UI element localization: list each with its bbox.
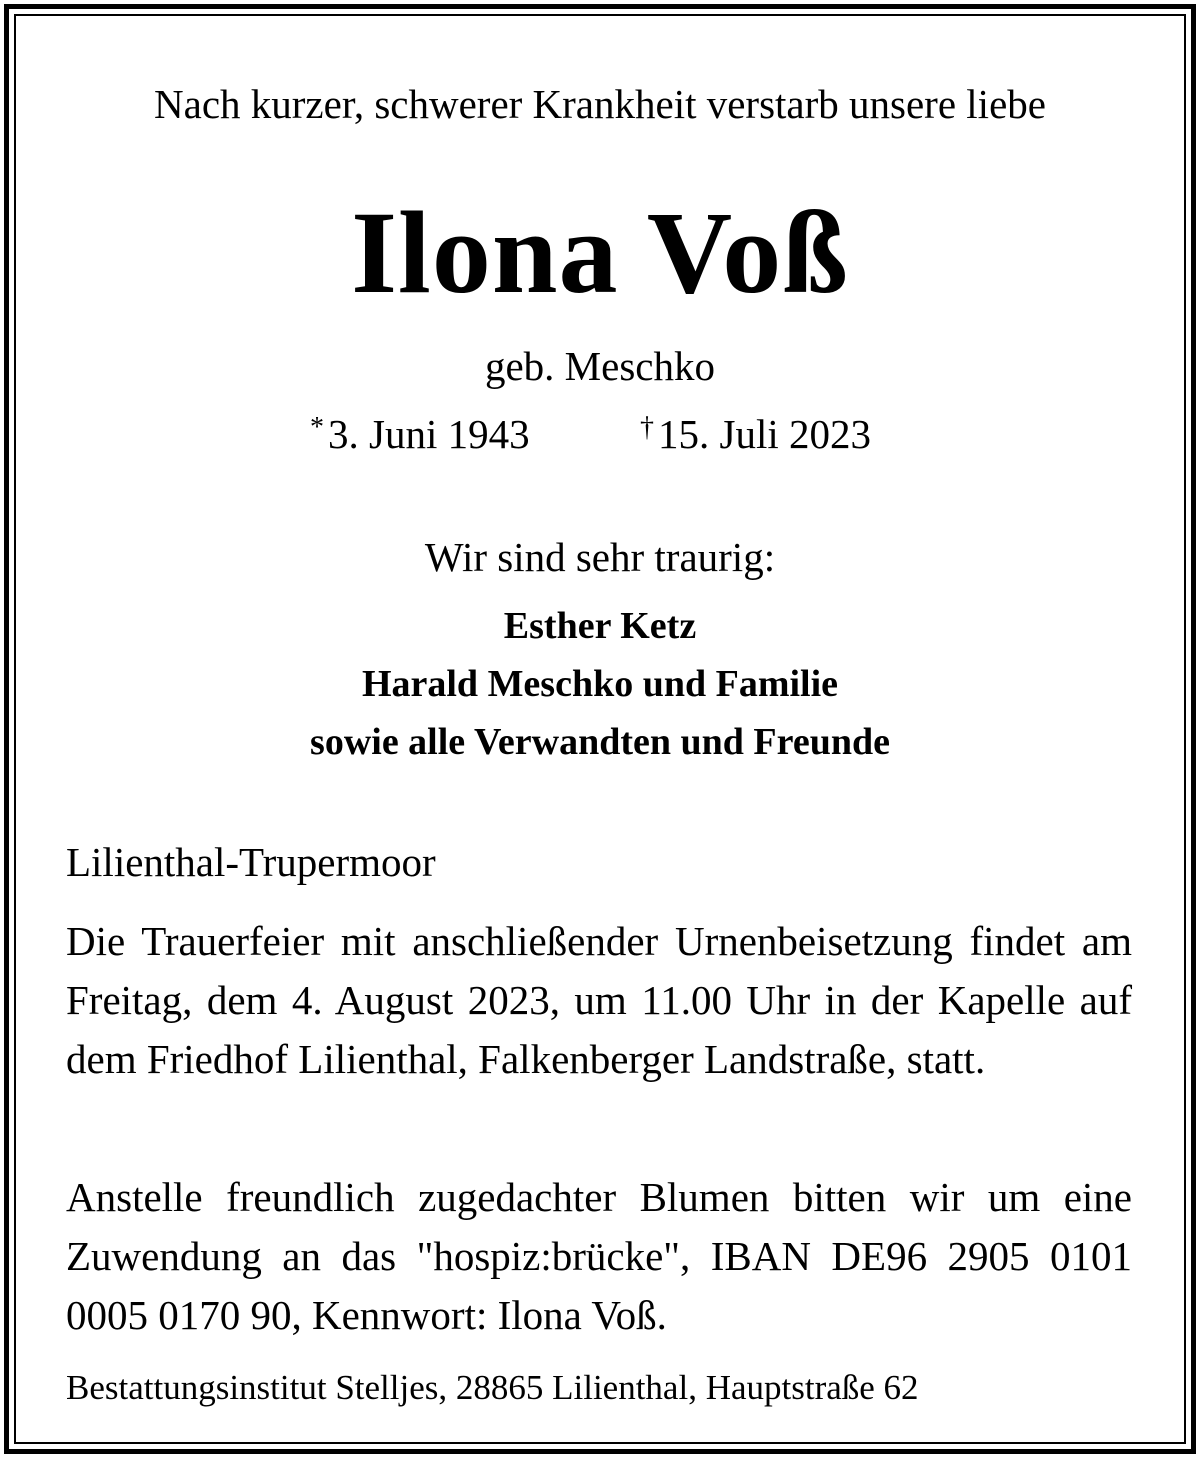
maiden-name: geb. Meschko <box>484 343 715 389</box>
mourning-statement: Wir sind sehr traurig: <box>424 534 776 580</box>
birth-date-line <box>310 410 530 458</box>
birth-date: 3. Juni 1943 <box>328 411 530 457</box>
undertaker-info: Bestattungsinstitut Stelljes, 28865 Lilienthal, Hauptstraße 62 <box>66 1368 919 1407</box>
donation-paragraph: Anstelle freundlich zugedachter Blumen bitten wir um eine Zuwendung an das "hospiz:brücke", IBAN DE96 2905 0101 0005 0170 90, Kennwort: Ilona Voß. <box>66 1174 1132 1338</box>
death-cross-icon: † <box>640 412 654 443</box>
deceased-name: Ilona Voß <box>351 187 849 318</box>
intro-text: Nach kurzer, schwerer Krankheit verstarb unsere liebe <box>154 81 1046 127</box>
birth-star-icon: * <box>310 412 324 443</box>
place-name: Lilienthal-Trupermoor <box>66 839 436 885</box>
mourner-name: Harald Meschko und Familie <box>361 663 839 705</box>
ceremony-paragraph: Die Trauerfeier mit anschließender Urnenbeisetzung findet am Freitag, dem 4. August 2023, um 11.00 Uhr in der Kapelle auf dem Friedhof Lilienthal, Falkenberger Landstraße, statt. <box>66 918 1132 1082</box>
mourner-name: Esther Ketz <box>503 605 697 647</box>
death-date-line <box>640 410 871 458</box>
mourner-name: sowie alle Verwandten und Freunde <box>310 721 890 763</box>
death-date: 15. Juli 2023 <box>658 411 871 457</box>
